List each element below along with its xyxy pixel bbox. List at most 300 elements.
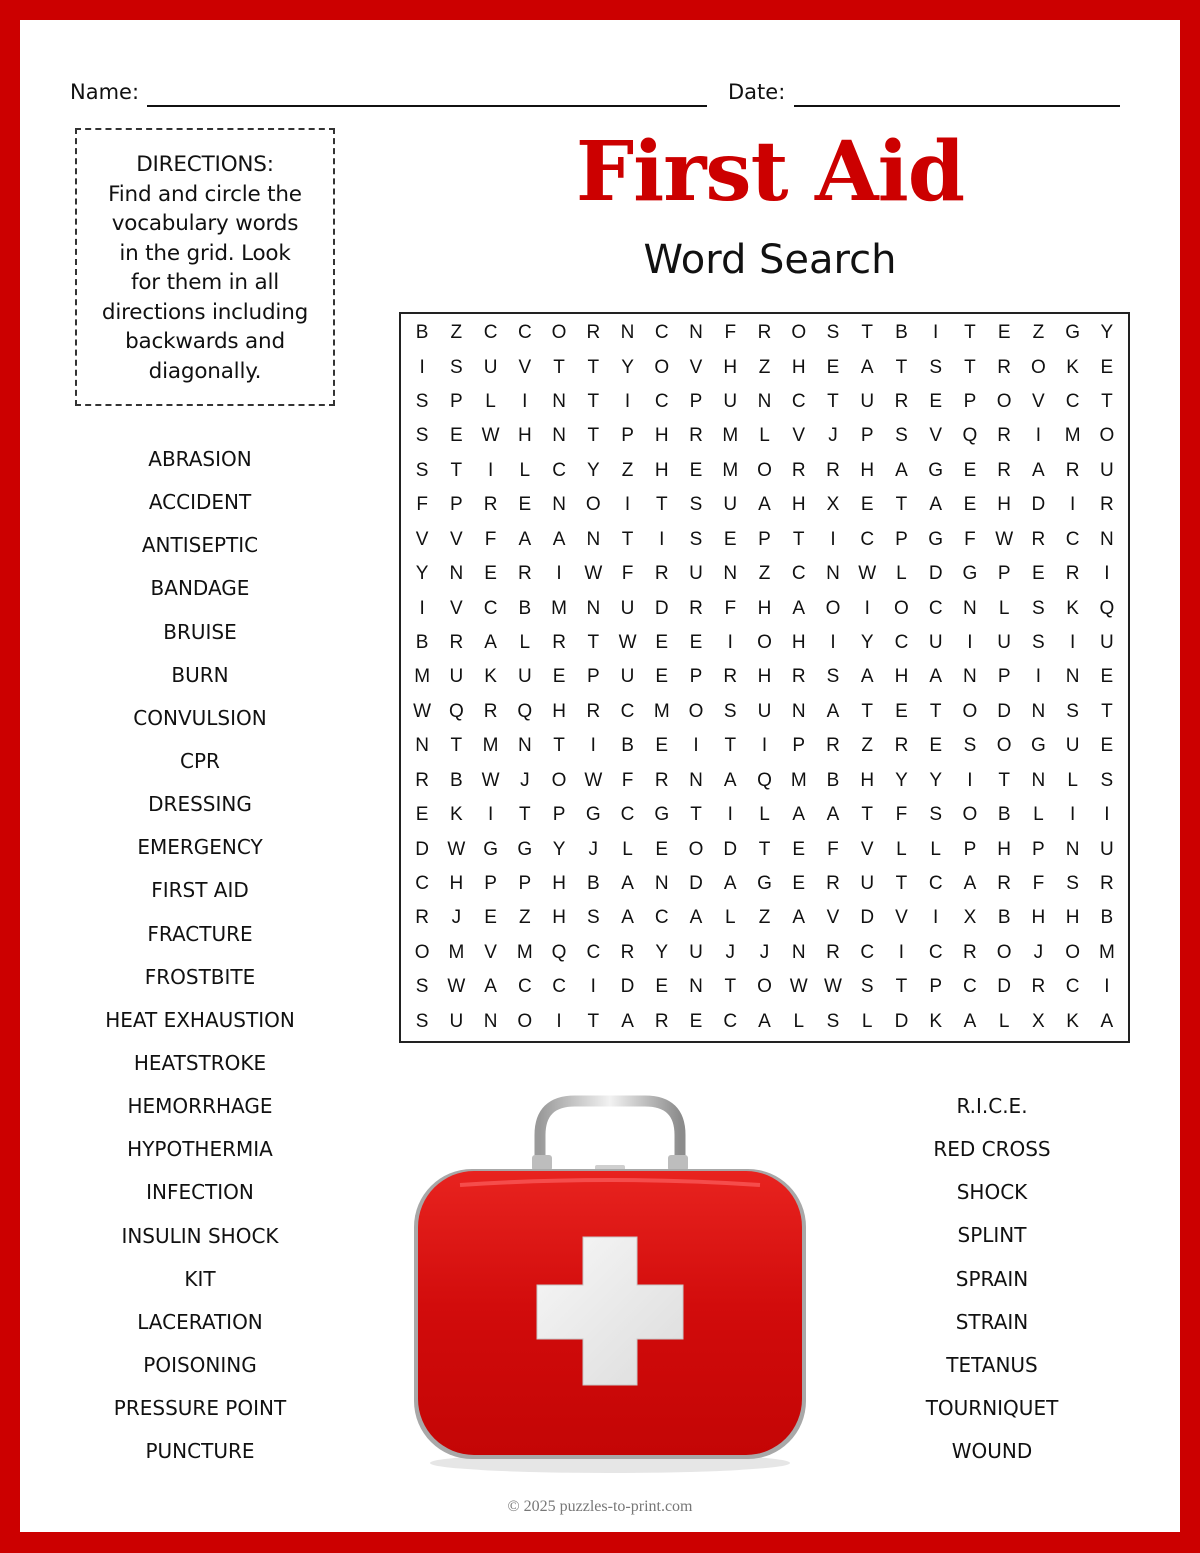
grid-cell[interactable]: A — [1100, 1010, 1114, 1032]
grid-cell[interactable]: J — [828, 425, 838, 447]
grid-cell[interactable]: O — [1065, 941, 1081, 963]
grid-cell[interactable]: P — [997, 666, 1011, 688]
grid-cell[interactable]: P — [929, 976, 943, 998]
grid-cell[interactable]: B — [450, 769, 463, 791]
grid-cell[interactable]: O — [757, 459, 772, 481]
grid-cell[interactable]: E — [895, 700, 908, 722]
grid-cell[interactable]: T — [1101, 700, 1113, 722]
grid-cell[interactable]: F — [1032, 873, 1045, 895]
grid-cell[interactable]: P — [1032, 838, 1045, 860]
grid-cell[interactable]: S — [415, 976, 429, 998]
grid-cell[interactable]: L — [519, 459, 531, 481]
grid-cell[interactable]: Z — [621, 459, 634, 481]
grid-cell[interactable]: U — [689, 941, 703, 963]
grid-cell[interactable]: E — [655, 976, 669, 998]
grid-cell[interactable]: A — [963, 1010, 977, 1032]
grid-cell[interactable]: N — [689, 322, 703, 344]
grid-cell[interactable]: R — [415, 769, 429, 791]
grid-cell[interactable]: C — [791, 391, 806, 413]
grid-cell[interactable]: V — [518, 356, 532, 378]
grid-cell[interactable]: C — [620, 804, 635, 826]
grid-cell[interactable]: L — [485, 391, 496, 413]
grid-cell[interactable]: C — [963, 976, 977, 998]
grid-cell[interactable]: K — [1066, 1010, 1079, 1032]
grid-cell[interactable]: H — [654, 459, 669, 481]
grid-cell[interactable]: C — [1065, 976, 1080, 998]
grid-cell[interactable]: W — [447, 838, 466, 860]
grid-cell[interactable]: H — [997, 494, 1012, 516]
grid-cell[interactable]: L — [998, 1010, 1010, 1032]
grid-cell[interactable]: Z — [758, 907, 771, 929]
grid-cell[interactable]: N — [689, 976, 703, 998]
grid-cell[interactable]: I — [727, 804, 733, 826]
grid-cell[interactable]: T — [587, 391, 600, 413]
grid-cell[interactable]: U — [517, 666, 532, 688]
grid-cell[interactable]: N — [586, 597, 601, 619]
grid-cell[interactable]: E — [484, 563, 497, 585]
grid-cell[interactable]: P — [450, 391, 463, 413]
grid-cell[interactable]: Y — [586, 459, 600, 481]
grid-cell[interactable]: T — [861, 700, 874, 722]
grid-cell[interactable]: D — [620, 976, 635, 998]
grid-cell[interactable]: A — [860, 666, 874, 688]
grid-cell[interactable]: F — [724, 597, 737, 619]
grid-cell[interactable]: E — [552, 666, 566, 688]
grid-cell[interactable]: O — [551, 322, 567, 344]
grid-cell[interactable]: C — [723, 1010, 738, 1032]
grid-cell[interactable]: A — [484, 976, 497, 998]
grid-cell[interactable]: P — [450, 494, 463, 516]
grid-cell[interactable]: A — [826, 700, 840, 722]
grid-cell[interactable]: C — [928, 873, 943, 895]
grid-cell[interactable]: T — [964, 356, 976, 378]
grid-cell[interactable]: Y — [895, 769, 908, 791]
grid-cell[interactable]: B — [997, 804, 1011, 826]
grid-cell[interactable]: U — [1065, 735, 1080, 757]
grid-cell[interactable]: B — [415, 322, 429, 344]
grid-cell[interactable]: O — [688, 838, 704, 860]
grid-cell[interactable]: G — [483, 838, 498, 860]
grid-cell[interactable]: I — [419, 356, 425, 378]
grid-cell[interactable]: A — [963, 873, 977, 895]
grid-cell[interactable]: L — [793, 1010, 805, 1032]
grid-cell[interactable]: O — [996, 941, 1012, 963]
grid-cell[interactable]: T — [587, 1010, 600, 1032]
grid-cell[interactable]: M — [653, 700, 670, 722]
grid-cell[interactable]: I — [1104, 804, 1110, 826]
date-field[interactable] — [794, 105, 1120, 107]
grid-cell[interactable]: H — [860, 769, 875, 791]
grid-cell[interactable]: C — [483, 597, 498, 619]
grid-cell[interactable]: S — [929, 356, 943, 378]
grid-cell[interactable]: B — [586, 873, 600, 895]
grid-cell[interactable]: Z — [519, 907, 531, 929]
grid-cell[interactable]: I — [1104, 976, 1110, 998]
grid-cell[interactable]: U — [449, 1010, 464, 1032]
grid-cell[interactable]: C — [654, 907, 669, 929]
grid-cell[interactable]: I — [590, 735, 596, 757]
grid-cell[interactable]: O — [825, 597, 841, 619]
grid-cell[interactable]: R — [689, 597, 703, 619]
grid-cell[interactable]: I — [933, 322, 939, 344]
grid-cell[interactable]: A — [792, 597, 806, 619]
grid-cell[interactable]: R — [483, 700, 498, 722]
grid-cell[interactable]: T — [621, 528, 634, 550]
grid-cell[interactable]: O — [1031, 356, 1046, 378]
grid-cell[interactable]: F — [621, 563, 634, 585]
grid-cell[interactable]: V — [450, 597, 463, 619]
grid-cell[interactable]: N — [449, 563, 464, 585]
grid-cell[interactable]: X — [1032, 1010, 1045, 1032]
grid-cell[interactable]: I — [624, 391, 631, 413]
grid-cell[interactable]: H — [860, 459, 875, 481]
grid-cell[interactable]: R — [791, 459, 806, 481]
grid-cell[interactable]: O — [962, 804, 978, 826]
grid-cell[interactable]: D — [654, 597, 669, 619]
grid-cell[interactable]: W — [584, 769, 603, 791]
grid-cell[interactable]: I — [830, 528, 836, 550]
grid-cell[interactable]: N — [620, 322, 635, 344]
grid-cell[interactable]: R — [791, 666, 806, 688]
grid-cell[interactable]: W — [447, 976, 466, 998]
grid-cell[interactable]: I — [556, 563, 562, 585]
grid-cell[interactable]: R — [654, 1010, 669, 1032]
grid-cell[interactable]: H — [791, 494, 806, 516]
grid-cell[interactable]: S — [1032, 597, 1045, 619]
grid-cell[interactable]: I — [1035, 425, 1042, 447]
grid-cell[interactable]: J — [520, 769, 530, 791]
grid-cell[interactable]: W — [584, 563, 603, 585]
grid-cell[interactable]: T — [861, 322, 874, 344]
grid-cell[interactable]: G — [1031, 735, 1046, 757]
grid-cell[interactable]: U — [689, 563, 703, 585]
grid-cell[interactable]: T — [1101, 391, 1113, 413]
grid-cell[interactable]: I — [1035, 666, 1042, 688]
grid-cell[interactable]: S — [415, 1010, 429, 1032]
grid-cell[interactable]: R — [826, 873, 840, 895]
grid-cell[interactable]: W — [858, 563, 877, 585]
grid-cell[interactable]: C — [415, 873, 429, 895]
grid-cell[interactable]: U — [723, 391, 738, 413]
grid-cell[interactable]: X — [826, 494, 840, 516]
grid-cell[interactable]: C — [791, 563, 806, 585]
grid-cell[interactable]: C — [860, 528, 875, 550]
grid-cell[interactable]: N — [963, 666, 977, 688]
grid-cell[interactable]: P — [552, 804, 566, 826]
grid-cell[interactable]: I — [933, 907, 939, 929]
grid-cell[interactable]: T — [827, 391, 839, 413]
grid-cell[interactable]: X — [963, 907, 977, 929]
grid-cell[interactable]: U — [620, 597, 635, 619]
grid-cell[interactable]: R — [1031, 528, 1046, 550]
grid-cell[interactable]: L — [724, 907, 736, 929]
grid-cell[interactable]: J — [588, 838, 599, 860]
grid-cell[interactable]: E — [1100, 356, 1114, 378]
grid-cell[interactable]: E — [689, 632, 703, 654]
grid-cell[interactable]: U — [928, 632, 943, 654]
grid-cell[interactable]: Z — [1032, 322, 1045, 344]
grid-cell[interactable]: J — [1033, 941, 1044, 963]
grid-cell[interactable]: R — [826, 735, 840, 757]
grid-cell[interactable]: V — [929, 425, 943, 447]
grid-cell[interactable]: S — [415, 459, 429, 481]
grid-cell[interactable]: U — [1100, 632, 1114, 654]
grid-cell[interactable]: H — [894, 666, 909, 688]
grid-cell[interactable]: S — [929, 804, 943, 826]
grid-cell[interactable]: C — [654, 391, 669, 413]
grid-cell[interactable]: N — [1031, 700, 1046, 722]
grid-cell[interactable]: I — [898, 941, 905, 963]
grid-cell[interactable]: U — [723, 494, 738, 516]
grid-cell[interactable]: V — [484, 941, 497, 963]
grid-cell[interactable]: R — [415, 907, 429, 929]
grid-cell[interactable]: R — [826, 941, 840, 963]
grid-cell[interactable]: E — [655, 735, 669, 757]
grid-cell[interactable]: M — [790, 769, 807, 791]
name-field[interactable] — [147, 105, 707, 107]
grid-cell[interactable]: C — [483, 322, 498, 344]
grid-cell[interactable]: L — [896, 838, 907, 860]
grid-cell[interactable]: F — [895, 804, 908, 826]
grid-cell[interactable]: Y — [621, 356, 634, 378]
grid-cell[interactable]: Q — [1099, 597, 1115, 619]
grid-cell[interactable]: T — [587, 356, 600, 378]
grid-cell[interactable]: I — [624, 494, 631, 516]
grid-cell[interactable]: V — [895, 907, 908, 929]
grid-cell[interactable]: T — [587, 632, 600, 654]
grid-cell[interactable]: B — [415, 632, 429, 654]
grid-cell[interactable]: I — [487, 459, 494, 481]
grid-cell[interactable]: S — [860, 976, 874, 998]
grid-cell[interactable]: E — [1032, 563, 1045, 585]
grid-cell[interactable]: O — [757, 632, 772, 654]
grid-cell[interactable]: I — [419, 597, 425, 619]
grid-cell[interactable]: H — [757, 597, 772, 619]
grid-cell[interactable]: S — [826, 1010, 840, 1032]
grid-cell[interactable]: S — [895, 425, 908, 447]
grid-cell[interactable]: A — [518, 528, 532, 550]
grid-cell[interactable]: N — [757, 391, 772, 413]
grid-cell[interactable]: Y — [860, 632, 874, 654]
grid-cell[interactable]: A — [484, 632, 497, 654]
grid-cell[interactable]: C — [894, 632, 909, 654]
grid-cell[interactable]: P — [484, 873, 497, 895]
grid-cell[interactable]: G — [517, 838, 533, 860]
grid-cell[interactable]: G — [962, 563, 978, 585]
grid-cell[interactable]: J — [759, 941, 770, 963]
grid-cell[interactable]: A — [621, 1010, 634, 1032]
grid-cell[interactable]: N — [1065, 666, 1080, 688]
grid-cell[interactable]: C — [586, 941, 601, 963]
grid-cell[interactable]: H — [552, 907, 566, 929]
grid-cell[interactable]: H — [552, 873, 566, 895]
grid-cell[interactable]: P — [621, 425, 634, 447]
grid-cell[interactable]: E — [792, 873, 806, 895]
grid-cell[interactable]: B — [1100, 907, 1114, 929]
grid-cell[interactable]: M — [516, 941, 533, 963]
grid-cell[interactable]: T — [450, 735, 463, 757]
grid-cell[interactable]: N — [723, 563, 738, 585]
grid-cell[interactable]: N — [552, 425, 566, 447]
grid-cell[interactable]: B — [895, 322, 908, 344]
grid-cell[interactable]: T — [758, 838, 771, 860]
grid-cell[interactable]: E — [655, 632, 669, 654]
grid-cell[interactable]: H — [791, 356, 806, 378]
grid-cell[interactable]: C — [620, 700, 635, 722]
grid-cell[interactable]: T — [895, 976, 908, 998]
word-search-grid[interactable] — [399, 312, 1130, 1043]
grid-cell[interactable]: T — [553, 356, 565, 378]
grid-cell[interactable]: E — [450, 425, 463, 447]
grid-cell[interactable]: R — [894, 391, 909, 413]
grid-cell[interactable]: E — [929, 391, 943, 413]
grid-cell[interactable]: S — [689, 528, 703, 550]
grid-cell[interactable]: A — [895, 459, 908, 481]
grid-cell[interactable]: P — [860, 425, 874, 447]
grid-cell[interactable]: E — [655, 666, 669, 688]
grid-cell[interactable]: E — [860, 494, 874, 516]
grid-cell[interactable]: A — [621, 873, 634, 895]
grid-cell[interactable]: L — [998, 597, 1010, 619]
grid-cell[interactable]: D — [894, 1010, 909, 1032]
grid-cell[interactable]: T — [587, 425, 600, 447]
grid-cell[interactable]: C — [928, 597, 943, 619]
grid-cell[interactable]: T — [724, 735, 737, 757]
grid-cell[interactable]: V — [689, 356, 703, 378]
grid-cell[interactable]: E — [826, 356, 840, 378]
grid-cell[interactable]: T — [553, 735, 565, 757]
grid-cell[interactable]: P — [963, 391, 977, 413]
grid-cell[interactable]: P — [997, 563, 1011, 585]
grid-cell[interactable]: V — [792, 425, 806, 447]
grid-cell[interactable]: V — [826, 907, 840, 929]
grid-cell[interactable]: T — [690, 804, 702, 826]
grid-cell[interactable]: V — [450, 528, 463, 550]
grid-cell[interactable]: U — [757, 700, 772, 722]
grid-cell[interactable]: H — [449, 873, 464, 895]
grid-cell[interactable]: S — [1032, 632, 1045, 654]
grid-cell[interactable]: U — [483, 356, 498, 378]
grid-cell[interactable]: E — [997, 322, 1011, 344]
grid-cell[interactable]: I — [659, 528, 665, 550]
grid-cell[interactable]: I — [590, 976, 596, 998]
grid-cell[interactable]: R — [483, 494, 498, 516]
grid-cell[interactable]: R — [620, 941, 635, 963]
grid-cell[interactable]: U — [620, 666, 635, 688]
grid-cell[interactable]: R — [586, 700, 601, 722]
grid-cell[interactable]: R — [1065, 459, 1080, 481]
grid-cell[interactable]: O — [654, 356, 670, 378]
grid-cell[interactable]: N — [1031, 769, 1046, 791]
grid-cell[interactable]: A — [689, 907, 703, 929]
grid-cell[interactable]: D — [689, 873, 703, 895]
grid-cell[interactable]: E — [689, 459, 703, 481]
grid-cell[interactable]: S — [415, 425, 429, 447]
grid-cell[interactable]: P — [689, 391, 703, 413]
grid-cell[interactable]: T — [895, 494, 908, 516]
grid-cell[interactable]: F — [416, 494, 428, 516]
grid-cell[interactable]: Y — [552, 838, 566, 860]
grid-cell[interactable]: P — [586, 666, 600, 688]
grid-cell[interactable]: F — [724, 322, 737, 344]
grid-cell[interactable]: T — [861, 804, 874, 826]
grid-cell[interactable]: C — [552, 459, 566, 481]
grid-cell[interactable]: A — [758, 494, 771, 516]
grid-cell[interactable]: I — [727, 632, 733, 654]
grid-cell[interactable]: W — [413, 700, 432, 722]
grid-cell[interactable]: M — [722, 459, 739, 481]
grid-cell[interactable]: G — [757, 873, 772, 895]
grid-cell[interactable]: B — [518, 597, 532, 619]
grid-cell[interactable]: R — [963, 941, 977, 963]
grid-cell[interactable]: F — [621, 769, 634, 791]
grid-cell[interactable]: A — [758, 1010, 771, 1032]
grid-cell[interactable]: B — [997, 907, 1011, 929]
grid-cell[interactable]: A — [552, 528, 566, 550]
grid-cell[interactable]: O — [551, 769, 567, 791]
grid-cell[interactable]: R — [517, 563, 532, 585]
grid-cell[interactable]: C — [517, 976, 532, 998]
grid-cell[interactable]: I — [1069, 804, 1076, 826]
grid-cell[interactable]: C — [1065, 391, 1080, 413]
grid-cell[interactable]: A — [792, 804, 806, 826]
grid-cell[interactable]: S — [689, 494, 703, 516]
grid-cell[interactable]: R — [1065, 563, 1080, 585]
grid-cell[interactable]: E — [929, 735, 943, 757]
grid-cell[interactable]: R — [997, 356, 1012, 378]
grid-cell[interactable]: S — [450, 356, 463, 378]
grid-cell[interactable]: G — [928, 528, 944, 550]
grid-cell[interactable]: E — [723, 528, 737, 550]
grid-cell[interactable]: L — [930, 838, 941, 860]
grid-cell[interactable]: S — [723, 700, 737, 722]
grid-cell[interactable]: U — [1100, 459, 1114, 481]
grid-cell[interactable]: A — [1032, 459, 1045, 481]
grid-cell[interactable]: Z — [450, 322, 463, 344]
grid-cell[interactable]: N — [517, 735, 532, 757]
grid-cell[interactable]: A — [826, 804, 840, 826]
grid-cell[interactable]: A — [723, 873, 737, 895]
grid-cell[interactable]: Q — [448, 700, 464, 722]
grid-cell[interactable]: E — [689, 1010, 703, 1032]
grid-cell[interactable]: R — [997, 873, 1012, 895]
grid-cell[interactable]: N — [963, 597, 977, 619]
grid-cell[interactable]: N — [791, 941, 806, 963]
grid-cell[interactable]: M — [551, 597, 567, 619]
grid-cell[interactable]: H — [654, 425, 669, 447]
grid-cell[interactable]: N — [1065, 838, 1080, 860]
grid-cell[interactable]: O — [894, 597, 909, 619]
grid-cell[interactable]: T — [964, 322, 976, 344]
grid-cell[interactable]: U — [860, 391, 875, 413]
grid-cell[interactable]: D — [928, 563, 943, 585]
grid-cell[interactable]: C — [1065, 528, 1080, 550]
grid-cell[interactable]: C — [654, 322, 669, 344]
grid-cell[interactable]: E — [792, 838, 806, 860]
grid-cell[interactable]: Y — [415, 563, 429, 585]
grid-cell[interactable]: V — [415, 528, 429, 550]
grid-cell[interactable]: N — [654, 873, 669, 895]
grid-cell[interactable]: D — [415, 838, 429, 860]
grid-cell[interactable]: G — [585, 804, 601, 826]
grid-cell[interactable]: S — [1066, 700, 1079, 722]
grid-cell[interactable]: N — [1100, 528, 1114, 550]
grid-cell[interactable]: P — [895, 528, 908, 550]
grid-cell[interactable]: A — [929, 666, 943, 688]
grid-cell[interactable]: A — [723, 769, 737, 791]
grid-cell[interactable]: V — [860, 838, 874, 860]
grid-cell[interactable]: B — [826, 769, 840, 791]
